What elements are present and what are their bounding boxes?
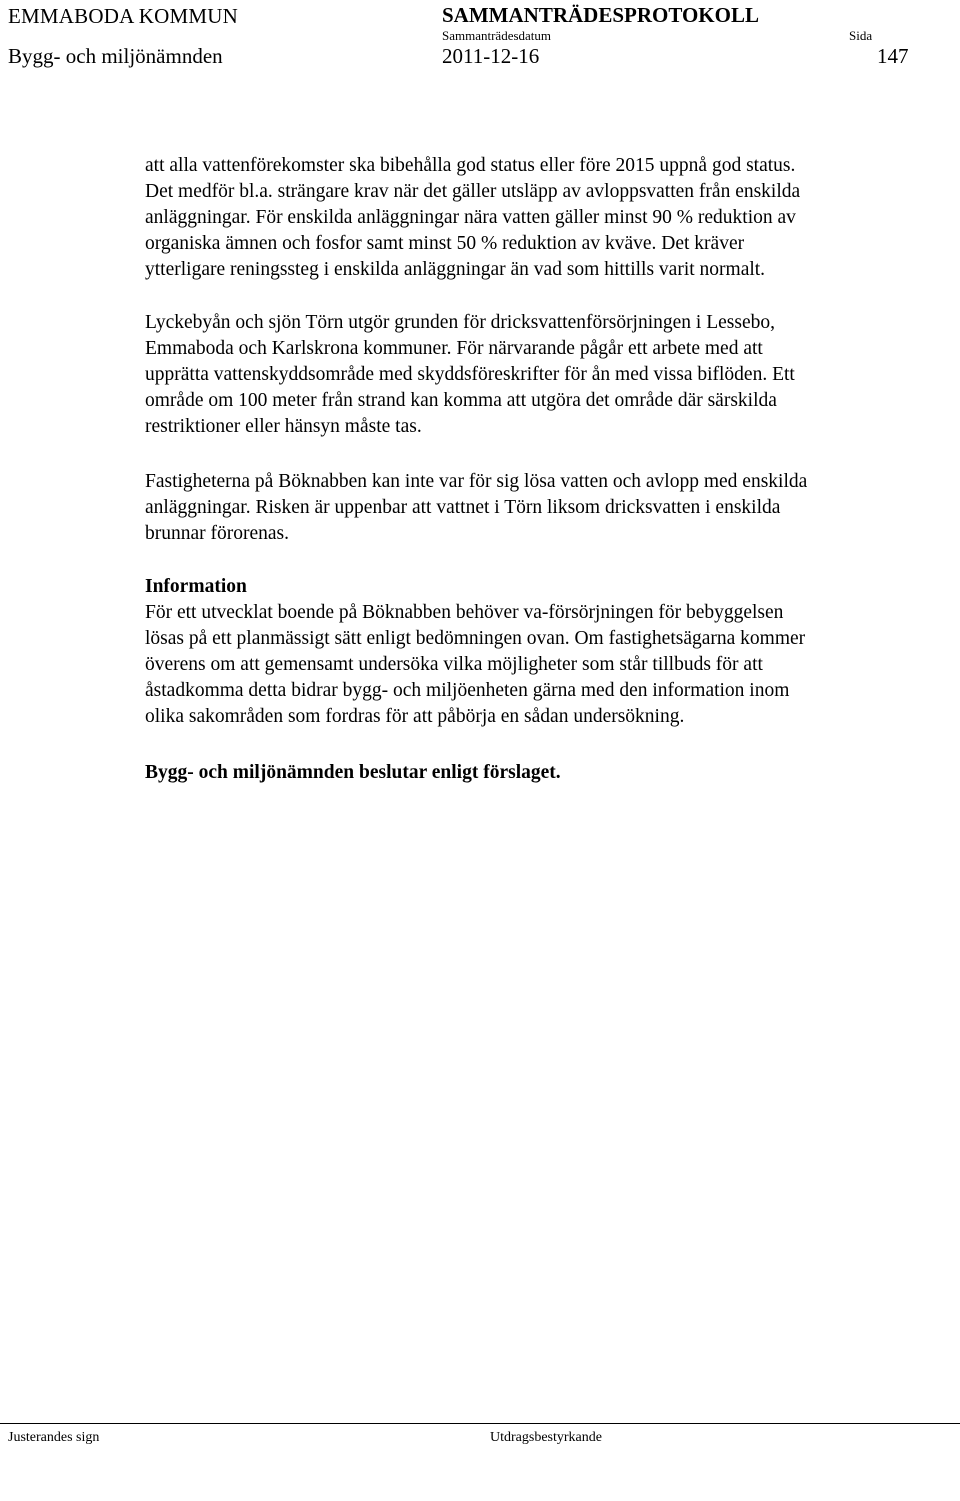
paragraph-boknabben-risk <box>145 469 945 547</box>
municipality-name: EMMABODA KOMMUN <box>8 4 238 28</box>
text-line: åstadkomma detta bidrar bygg- och miljöenheten gärna med den information inom <box>145 680 790 701</box>
text-line: brunnar förorenas. <box>145 523 290 544</box>
text-line: organiska ämnen och fosfor samt minst 50 % reduktion av kväve. Det kräver <box>145 233 745 254</box>
text-line: Det medför bl.a. strängare krav när det gäller utsläpp av avloppsvatten från enskilda <box>145 181 801 202</box>
text-line: Fastigheterna på Böknabben kan inte var för sig lösa vatten och avlopp med enskilda <box>145 471 808 492</box>
text-line: anläggningar. För enskilda anläggningar nära vatten gäller minst 90 % reduktion av <box>145 207 796 228</box>
text-line: För ett utvecklat boende på Böknabben behöver va-försörjningen för bebyggelsen <box>145 602 784 623</box>
text-line: överens om att gemensamt undersöka vilka möjligheter som står tillbuds för att <box>145 654 763 675</box>
text-line: ytterligare reningssteg i enskilda anläggningar än vad som hittills varit normalt. <box>145 259 766 280</box>
certification-label: Utdragsbestyrkande <box>490 1430 602 1445</box>
footer-divider <box>0 1423 960 1424</box>
meeting-date: 2011-12-16 <box>442 44 540 68</box>
page-label: Sida <box>849 28 873 43</box>
paragraph-drinking-water <box>145 310 945 440</box>
text-line: olika sakområden som fordras för att påbörja en sådan undersökning. <box>145 706 685 727</box>
text-line: upprätta vattenskyddsområde med skyddsföreskrifter för ån med vissa biflöden. Ett <box>145 364 795 385</box>
board-name: Bygg- och miljönämnden <box>8 44 223 68</box>
information-heading: Information <box>145 576 247 597</box>
signature-label: Justerandes sign <box>8 1430 100 1445</box>
page-number: 147 <box>877 44 909 68</box>
meeting-date-label: Sammanträdesdatum <box>442 28 552 43</box>
text-line: Emmaboda och Karlskrona kommuner. För närvarande pågår ett arbete med att <box>145 338 763 359</box>
document-title: SAMMANTRÄDESPROTOKOLL <box>442 3 759 27</box>
text-line: att alla vattenförekomster ska bibehålla god status eller före 2015 uppnå god status. <box>145 155 796 176</box>
text-line: Lyckebyån och sjön Törn utgör grunden för dricksvattenförsörjningen i Lessebo, <box>145 312 775 333</box>
text-line: restriktioner eller hänsyn måste tas. <box>145 416 422 437</box>
text-line: lösas på ett planmässigt sätt enligt bedömningen ovan. Om fastighetsägarna kommer <box>145 628 806 649</box>
text-line: anläggningar. Risken är uppenbar att vattnet i Törn liksom dricksvatten i enskilda <box>145 497 781 518</box>
text-line: område om 100 meter från strand kan komma att utgöra det område där särskilda <box>145 390 777 411</box>
paragraph-water-status <box>145 153 945 283</box>
decision-statement: Bygg- och miljönämnden beslutar enligt förslaget. <box>145 762 561 783</box>
information-section <box>145 574 945 730</box>
